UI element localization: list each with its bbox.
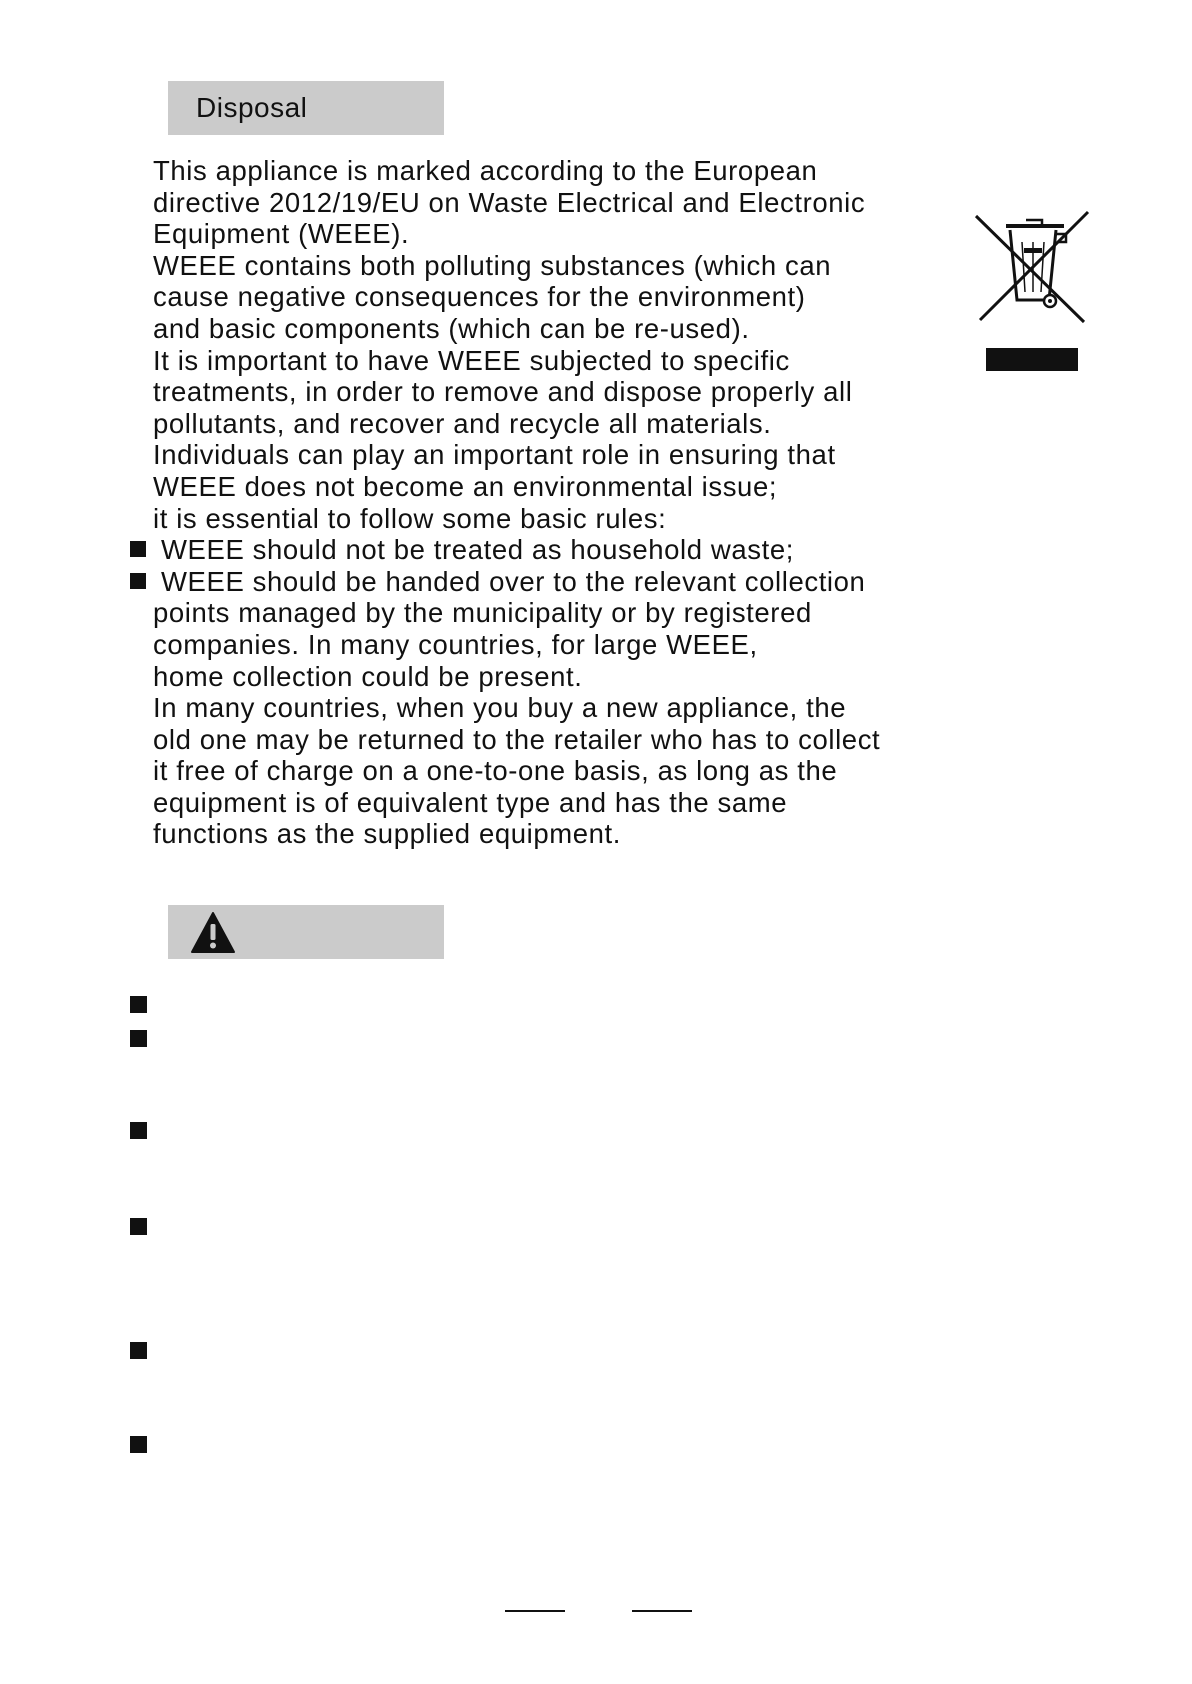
- disposal-body: [153, 155, 933, 850]
- disposal-line: WEEE does not become an environmental issue;: [153, 470, 778, 502]
- warning-bullet: [130, 1030, 147, 1047]
- warning-bullet: [130, 1122, 147, 1139]
- disposal-line: It is important to have WEEE subjected to specific: [153, 344, 790, 376]
- disposal-line: WEEE contains both polluting substances (which can: [153, 249, 832, 281]
- warning-bullet: [130, 1436, 147, 1453]
- disposal-bullet: WEEE should be handed over to the relevant collection: [161, 566, 933, 598]
- disposal-line: cause negative consequences for the environment): [153, 281, 806, 313]
- disposal-line: directive 2012/19/EU on Waste Electrical and Electronic: [153, 186, 866, 218]
- disposal-line: it is essential to follow some basic rules:: [153, 502, 667, 534]
- disposal-line: In many countries, when you buy a new appliance, the: [153, 692, 847, 724]
- disposal-line: equipment is of equivalent type and has the same: [153, 786, 788, 818]
- disposal-line: companies. In many countries, for large WEEE,: [153, 628, 758, 660]
- warning-section-header: [168, 905, 444, 959]
- disposal-line: home collection could be present.: [153, 660, 583, 692]
- warning-bullet: [130, 996, 147, 1013]
- warning-triangle-icon: [190, 910, 236, 954]
- disposal-title: Disposal: [196, 92, 308, 123]
- disposal-line: Individuals can play an important role in ensuring that: [153, 439, 836, 471]
- disposal-line: it free of charge on a one-to-one basis, as long as the: [153, 755, 838, 787]
- footer-line-right: [632, 1610, 692, 1612]
- disposal-line: Equipment (WEEE).: [153, 218, 410, 250]
- warning-bullet: [130, 1218, 147, 1235]
- footer-line-left: [505, 1610, 565, 1612]
- disposal-line: pollutants, and recover and recycle all materials.: [153, 407, 772, 439]
- crossed-out-wheelie-bin-icon: [972, 208, 1092, 326]
- disposal-line: This appliance is marked according to the European: [153, 155, 818, 186]
- disposal-line: functions as the supplied equipment.: [153, 818, 622, 850]
- disposal-line: treatments, in order to remove and dispose properly all: [153, 376, 853, 408]
- disposal-line: and basic components (which can be re-used).: [153, 312, 750, 344]
- disposal-line: old one may be returned to the retailer who has to collect: [153, 723, 881, 755]
- disposal-line: points managed by the municipality or by registered: [153, 597, 812, 629]
- warning-bullet: [130, 1342, 147, 1359]
- disposal-bullet: WEEE should not be treated as household waste;: [161, 534, 933, 566]
- weee-date-bar: [986, 348, 1078, 371]
- disposal-section-header: [168, 81, 444, 135]
